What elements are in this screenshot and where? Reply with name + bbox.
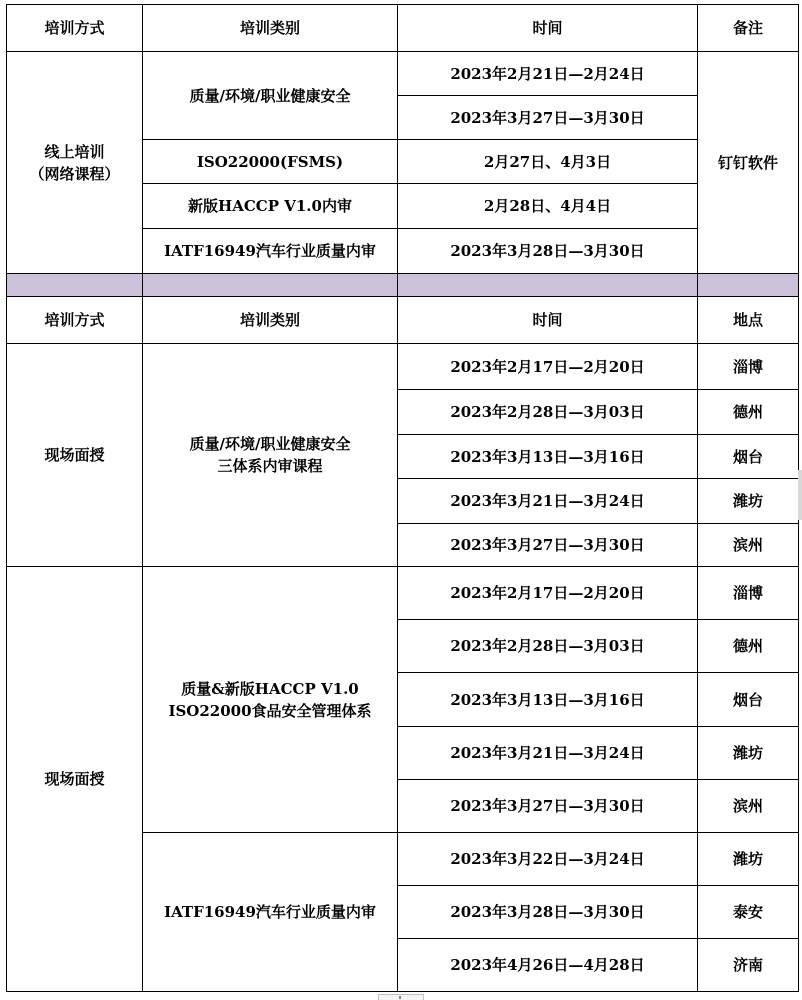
time-cell: 2月27日、4月3日 [398, 140, 698, 184]
separator-row [7, 274, 799, 297]
onsite-b-category-line1: 质量&新版HACCP V1.0 [181, 679, 359, 698]
location-cell: 淄博 [698, 344, 799, 390]
separator-cell [698, 274, 799, 297]
time-cell: 2023年2月21日—2月24日 [398, 52, 698, 96]
header-time: 时间 [398, 297, 698, 344]
header-category: 培训类别 [143, 5, 398, 52]
onsite-b-group2-category-cell: IATF16949汽车行业质量内审 [143, 833, 398, 992]
online-method-cell [7, 52, 143, 274]
table-resize-handle[interactable] [378, 994, 424, 1000]
time-cell: 2023年2月17日—2月20日 [398, 567, 698, 620]
onsite-a-method-cell: 现场面授 [7, 344, 143, 567]
location-cell: 德州 [698, 620, 799, 673]
header-location: 地点 [698, 297, 799, 344]
separator-cell [7, 274, 143, 297]
header-time: 时间 [398, 5, 698, 52]
vertical-scrollbar-fragment[interactable] [798, 470, 802, 520]
location-cell: 淄博 [698, 567, 799, 620]
time-cell: 2023年3月27日—3月30日 [398, 96, 698, 140]
table-row [7, 52, 799, 96]
online-header-row [7, 5, 799, 52]
time-cell: 2023年4月26日—4月28日 [398, 939, 698, 992]
time-cell: 2023年2月28日—3月03日 [398, 620, 698, 673]
time-cell: 2023年2月17日—2月20日 [398, 344, 698, 390]
separator-cell [398, 274, 698, 297]
onsite-b-method-cell: 现场面授 [7, 567, 143, 992]
location-cell: 烟台 [698, 673, 799, 727]
separator-cell [143, 274, 398, 297]
category-cell: ISO22000(FSMS) [143, 140, 398, 184]
location-cell: 潍坊 [698, 479, 799, 524]
online-category-cell: 质量/环境/职业健康安全 [143, 52, 398, 140]
location-cell: 泰安 [698, 886, 799, 939]
time-cell: 2023年3月28日—3月30日 [398, 229, 698, 274]
category-cell: IATF16949汽车行业质量内审 [143, 229, 398, 274]
location-cell: 济南 [698, 939, 799, 992]
time-cell: 2023年3月28日—3月30日 [398, 886, 698, 939]
location-cell: 滨州 [698, 524, 799, 567]
table-row [7, 344, 799, 390]
time-cell: 2月28日、4月4日 [398, 184, 698, 229]
time-cell: 2023年3月21日—3月24日 [398, 727, 698, 780]
category-cell: 新版HACCP V1.0内审 [143, 184, 398, 229]
location-cell: 滨州 [698, 780, 799, 833]
time-cell: 2023年3月27日—3月30日 [398, 524, 698, 567]
time-cell: 2023年3月22日—3月24日 [398, 833, 698, 886]
location-cell: 烟台 [698, 435, 799, 479]
time-cell: 2023年3月27日—3月30日 [398, 780, 698, 833]
onsite-a-category-line2: 三体系内审课程 [217, 457, 323, 475]
online-method-line1: 线上培训 [44, 142, 105, 161]
onsite-b-group1-category-cell [143, 567, 398, 833]
location-cell: 潍坊 [698, 727, 799, 780]
table-row [7, 567, 799, 620]
onsite-a-category-line1: 质量/环境/职业健康安全 [189, 435, 351, 453]
onsite-header-row [7, 297, 799, 344]
training-schedule-table [6, 4, 799, 992]
time-cell: 2023年3月13日—3月16日 [398, 435, 698, 479]
header-note: 备注 [698, 5, 799, 52]
online-method-line2: （网络课程） [29, 164, 120, 183]
onsite-b-category-line2: ISO22000食品安全管理体系 [168, 701, 372, 720]
header-method: 培训方式 [7, 5, 143, 52]
header-method: 培训方式 [7, 297, 143, 344]
onsite-a-category-cell [143, 344, 398, 567]
time-cell: 2023年3月13日—3月16日 [398, 673, 698, 727]
header-category: 培训类别 [143, 297, 398, 344]
online-note-cell: 钉钉软件 [698, 52, 799, 274]
time-cell: 2023年3月21日—3月24日 [398, 479, 698, 524]
time-cell: 2023年2月28日—3月03日 [398, 390, 698, 435]
location-cell: 潍坊 [698, 833, 799, 886]
location-cell: 德州 [698, 390, 799, 435]
